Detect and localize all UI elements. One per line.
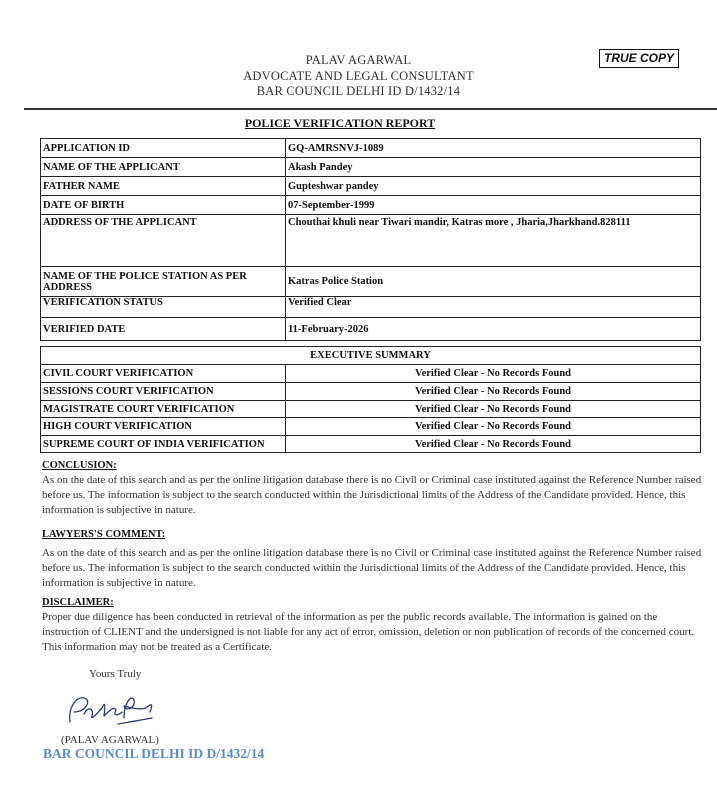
table-row <box>41 177 701 196</box>
table-row <box>41 158 701 177</box>
row-value: Katras Police Station <box>286 267 701 297</box>
row-status: Verified Clear - No Records Found <box>286 436 701 453</box>
disclaimer-section <box>42 595 702 655</box>
bar-council-id: BAR COUNCIL DELHI ID D/1432/14 <box>256 84 461 98</box>
conclusion-section <box>42 458 702 518</box>
row-label: SUPREME COURT OF INDIA VERIFICATION <box>41 436 286 453</box>
row-status: Verified Clear - No Records Found <box>286 365 701 383</box>
row-label: FATHER NAME <box>41 177 286 196</box>
signatory-name: (PALAV AGARWAL) <box>61 734 159 746</box>
closing-salutation: Yours Truly <box>89 668 142 680</box>
executive-summary-table <box>40 346 701 453</box>
table-row <box>41 196 701 215</box>
disclaimer-heading: DISCLAIMER: <box>42 597 114 608</box>
row-value: Gupteshwar pandey <box>286 177 701 196</box>
table-row <box>41 365 701 383</box>
row-label: SESSIONS COURT VERIFICATION <box>41 383 286 401</box>
table-row <box>41 436 701 453</box>
row-value: Chouthai khuli near Tiwari mandir, Katras more , Jharia,Jharkhand.828111 <box>286 215 701 267</box>
table-row <box>41 139 701 158</box>
report-title: POLICE VERIFICATION REPORT <box>244 116 436 130</box>
row-label: ADDRESS OF THE APPLICANT <box>41 215 286 267</box>
row-label: CIVIL COURT VERIFICATION <box>41 365 286 383</box>
header-divider <box>24 108 717 110</box>
row-value: Verified Clear <box>286 297 701 318</box>
row-value: GQ-AMRSNVJ-1089 <box>286 139 701 158</box>
handwritten-signature <box>62 688 162 730</box>
row-label: VERIFIED DATE <box>41 318 286 341</box>
row-label: NAME OF THE APPLICANT <box>41 158 286 177</box>
true-copy-stamp: TRUE COPY <box>599 49 679 68</box>
row-label: DATE OF BIRTH <box>41 196 286 215</box>
applicant-details-table <box>40 138 701 341</box>
signatory-bar-council-id: BAR COUNCIL DELHI ID D/1432/14 <box>43 746 265 761</box>
row-label: VERIFICATION STATUS <box>41 297 286 318</box>
lawyers-comment-heading: LAWYERS'S COMMENT: <box>42 529 166 540</box>
lawyers-comment-section <box>42 527 702 591</box>
table-row <box>41 418 701 436</box>
table-row <box>41 383 701 401</box>
conclusion-heading: CONCLUSION: <box>42 460 117 471</box>
row-value: Akash Pandey <box>286 158 701 177</box>
row-label: MAGISTRATE COURT VERIFICATION <box>41 401 286 418</box>
table-row <box>41 297 701 318</box>
letterhead <box>0 53 717 100</box>
summary-heading: EXECUTIVE SUMMARY <box>41 347 701 365</box>
row-status: Verified Clear - No Records Found <box>286 383 701 401</box>
row-label: APPLICATION ID <box>41 139 286 158</box>
row-value: 11-February-2026 <box>286 318 701 341</box>
advocate-title: ADVOCATE AND LEGAL CONSULTANT <box>243 68 474 83</box>
disclaimer-text: Proper due diligence has been conducted in retrieval of the information as per the public records available. The information is gained on the instruction of CLIENT and the undersigned is not liable for any act of error, omission, deletion or non publication of records of the concerned court. This information may not be treated as a Certificate. <box>42 611 695 653</box>
table-row <box>41 401 701 418</box>
row-status: Verified Clear - No Records Found <box>286 401 701 418</box>
row-label: NAME OF THE POLICE STATION AS PER ADDRESS <box>41 267 286 297</box>
lawyers-comment-text: As on the date of this search and as per the online litigation database there is no Civil or Criminal case instituted against the Reference Number raised before us. The information is subject to the search conducted within the Jurisdictional limits of the Address of the Candidate provided. Hence, this information is subjective in nature. <box>42 547 702 589</box>
table-row <box>41 267 701 297</box>
row-label: HIGH COURT VERIFICATION <box>41 418 286 436</box>
table-row <box>41 215 701 267</box>
table-row <box>41 318 701 341</box>
row-value: 07-September-1999 <box>286 196 701 215</box>
advocate-name: PALAV AGARWAL <box>305 53 412 67</box>
conclusion-text: As on the date of this search and as per the online litigation database there is no Civil or Criminal case instituted against the Reference Number raised before us. The information is subject to the search conducted within the Jurisdictional limits of the Address of the Candidate provided. Hence, this information is subjective in nature. <box>42 474 702 516</box>
row-status: Verified Clear - No Records Found <box>286 418 701 436</box>
table-row <box>41 347 701 365</box>
